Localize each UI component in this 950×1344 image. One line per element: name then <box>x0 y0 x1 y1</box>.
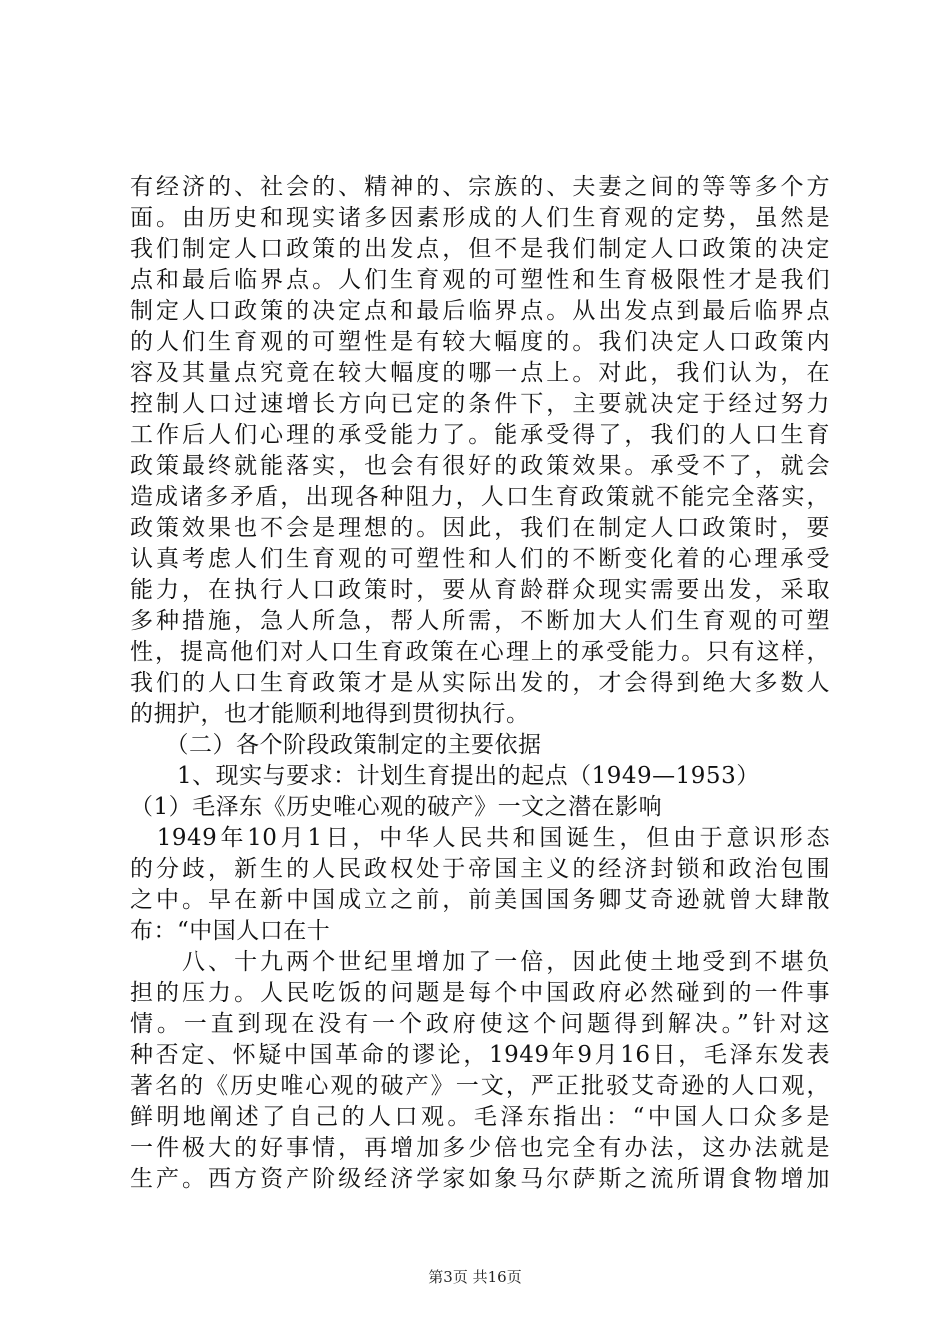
text-line: 造成诸多矛盾，出现各种阻力，人口生育政策就不能完全落实， <box>130 484 830 510</box>
text-line: 政策效果也不会是理想的。因此，我们在制定人口政策时，要 <box>130 515 830 541</box>
text-line: 担的压力。人民吃饭的问题是每个中国政府必然碰到的一件事 <box>130 980 830 1006</box>
text-line: 的人们生育观的可塑性是有较大幅度的。我们决定人口政策内 <box>130 329 830 355</box>
text-line: 情。一直到现在没有一个政府使这个问题得到解决。”针对这 <box>130 1011 830 1037</box>
subsection-heading: 1、现实与要求：计划生育提出的起点（1949—1953） <box>130 763 760 789</box>
text-line: 的分歧，新生的人民政权处于帝国主义的经济封锁和政治包围 <box>130 856 830 882</box>
paragraph-end-line: 的拥护，也才能顺利地得到贯彻执行。 <box>130 701 530 727</box>
text-line: 我们制定人口政策的出发点，但不是我们制定人口政策的决定 <box>130 236 830 262</box>
text-line: 1949年10月1日，中华人民共和国诞生，但由于意识形态 <box>130 825 830 851</box>
text-line: 性，提高他们对人口生育政策在心理上的承受能力。只有这样， <box>130 639 830 665</box>
text-line: 制定人口政策的决定点和最后临界点。从出发点到最后临界点 <box>130 298 830 324</box>
text-line: 生产。西方资产阶级经济学家如象马尔萨斯之流所谓食物增加 <box>130 1166 830 1192</box>
paragraph-end-line: 布：“中国人口在十 <box>130 918 331 944</box>
text-line: 多种措施，急人所急，帮人所需，不断加大人们生育观的可塑 <box>130 608 830 634</box>
text-line: 认真考虑人们生育观的可塑性和人们的不断变化着的心理承受 <box>130 546 830 572</box>
item-heading: （1）毛泽东《历史唯心观的破产》一文之潜在影响 <box>130 794 663 820</box>
text-line: 政策最终就能落实，也会有很好的政策效果。承受不了，就会 <box>130 453 830 479</box>
text-line: 一件极大的好事情，再增加多少倍也完全有办法，这办法就是 <box>130 1135 830 1161</box>
text-line: 控制人口过速增长方向已定的条件下，主要就决定于经过努力 <box>130 391 830 417</box>
text-line: 容及其量点究竟在较大幅度的哪一点上。对此，我们认为，在 <box>130 360 830 386</box>
body-text <box>130 172 830 1195</box>
text-line: 八、十九两个世纪里增加了一倍，因此使土地受到不堪负 <box>130 949 830 975</box>
text-line: 有经济的、社会的、精神的、宗族的、夫妻之间的等等多个方 <box>130 174 830 200</box>
text-line: 工作后人们心理的承受能力了。能承受得了，我们的人口生育 <box>130 422 830 448</box>
text-line: 我们的人口生育政策才是从实际出发的，才会得到绝大多数人 <box>130 670 830 696</box>
text-line: 鲜明地阐述了自己的人口观。毛泽东指出：“中国人口众多是 <box>130 1104 830 1130</box>
page-number-footer: 第3页 共16页 <box>428 1268 522 1286</box>
text-line: 之中。早在新中国成立之前，前美国国务卿艾奇逊就曾大肆散 <box>130 887 830 913</box>
section-heading: （二）各个阶段政策制定的主要依据 <box>130 732 542 758</box>
text-line: 能力，在执行人口政策时，要从育龄群众现实需要出发，采取 <box>130 577 830 603</box>
text-line: 点和最后临界点。人们生育观的可塑性和生育极限性才是我们 <box>130 267 830 293</box>
text-line: 种否定、怀疑中国革命的谬论，1949年9月16日，毛泽东发表 <box>130 1042 830 1068</box>
text-line: 面。由历史和现实诸多因素形成的人们生育观的定势，虽然是 <box>130 205 830 231</box>
text-line: 著名的《历史唯心观的破产》一文，严正批驳艾奇逊的人口观， <box>130 1073 830 1099</box>
